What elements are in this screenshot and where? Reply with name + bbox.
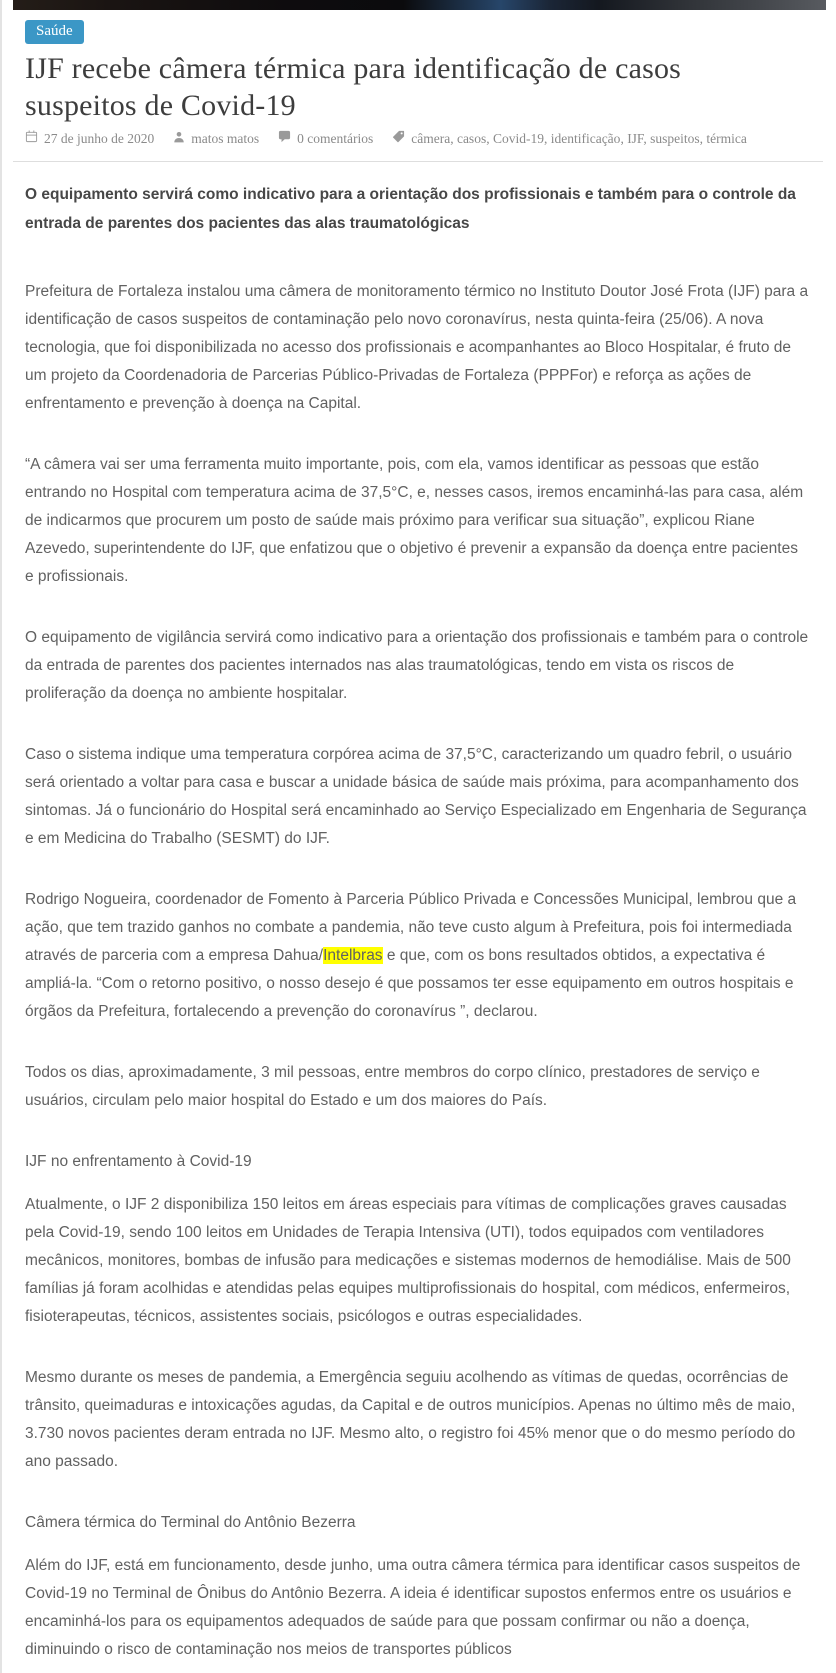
comment-icon [278,130,291,147]
article-intro: O equipamento servirá como indicativo para a orientação dos profissionais e também para o controle da entrada de parentes dos pacientes das alas traumatológicas [25,186,796,232]
article-paragraph [25,624,809,708]
post-author-label[interactable]: matos matos [191,130,260,146]
article-paragraph [25,886,809,1026]
article-subheading [25,1148,809,1176]
article-container [0,10,836,1664]
paragraph-text: Todos os dias, aproximadamente, 3 mil pessoas, entre membros do corpo clínico, prestadores de serviço e usuários, circulam pelo maior hospital do Estado e um dos maiores do País. [25,1064,760,1109]
article-paragraph [25,1059,809,1115]
article-paragraph [25,741,809,853]
article-paragraph [25,1552,809,1664]
tag-icon [392,130,405,147]
paragraph-text: e que, com os bons resultados obtidos, a expectativa é ampliá-la. “Com o retorno positivo, o nosso desejo é que possamos ter esse equipamento em outros hospitais e órgãos da Prefeitura, fortalecendo a prevenção do coronavírus ”, declarou. [25,947,794,1020]
post-meta [25,130,810,147]
post-author [173,131,259,147]
article-paragraph [25,278,809,418]
tag-link[interactable]: casos [456,130,487,146]
paragraph-text: Além do IJF, está em funcionamento, desde junho, uma outra câmera térmica para identificar casos suspeitos de Covid-19 no Terminal de Ônibus do Antônio Bezerra. A ideia é identificar supostos enfermos entre os usuários e encaminhá-los para os equipamentos adequados de saúde para que possam confirmar ou não a doença, diminuindo o risco de contaminação nos meios de transportes públicos [25,1557,801,1658]
tag-link[interactable]: identificação [550,130,621,146]
article-subheading [25,1509,809,1537]
paragraph-text: Mesmo durante os meses de pandemia, a Emergência seguiu acolhendo as vítimas de quedas, ocorrências de trânsito, queimaduras e intoxicações agudas, da Capital e de outros municípios. Apenas no último mês de maio, 3.730 novos pacientes deram entrada no IJF. Mesmo alto, o registro foi 45% menor que o do mesmo período do ano passado. [25,1369,796,1470]
paragraph-text: O equipamento de vigilância servirá como indicativo para a orientação dos profissionais e também para o controle da entrada de parentes dos pacientes internados nas alas traumatológicas, tendo em vista os riscos de proliferação da doença no ambiente hospitalar. [25,629,809,702]
tag-link[interactable]: IJF [627,130,644,146]
post-tags-list: câmera, casos, Covid-19, identificação, IJF, suspeitos, térmica [411,130,747,146]
tag-link[interactable]: suspeitos [650,130,700,146]
tag-link[interactable]: Covid-19 [492,130,544,146]
header-divider [13,161,823,162]
paragraph-text: Caso o sistema indique uma temperatura corpórea acima de 37,5°C, caracterizando um quadro febril, o usuário será orientado a voltar para casa e buscar a unidade básica de saúde mais próxima, para acompanhamento dos sintomas. Já o funcionário do Hospital será encaminhado ao Serviço Especializado em Engenharia de Segurança e em Medicina do Trabalho (SESMT) do IJF. [25,746,807,847]
paragraph-text: Prefeitura de Fortaleza instalou uma câmera de monitoramento térmico no Instituto Doutor José Frota (IJF) para a identificação de casos suspeitos de contaminação pelo novo coronavírus, nesta quinta-feira (25/06). A nova tecnologia, que foi disponibilizada no acesso dos profissionais e acompanhantes ao Bloco Hospitalar, é fruto de um projeto da Coordenadoria de Parcerias Público-Privadas de Fortaleza (PPPFor) e reforça as ações de enfrentamento e prevenção à doença na Capital. [25,283,809,412]
tag-link[interactable]: câmera [411,130,451,146]
paragraph-text: IJF no enfrentamento à Covid-19 [25,1153,252,1170]
paragraph-text: Atualmente, o IJF 2 disponibiliza 150 leitos em áreas especiais para vítimas de complicações graves causadas pela Covid-19, sendo 100 leitos em Unidades de Terapia Intensiva (UTI), todos equipados com ventiladores mecânicos, monitores, bombas de infusão para medicações e sistemas modernos de hemodiálise. Mais de 500 famílias já foram acolhidas e atendidas pelas equipes multiprofissionais do hospital, com médicos, enfermeiros, fisioterapeutas, técnicos, assistentes sociais, psicólogos e outras especialidades. [25,1196,791,1325]
article-paragraph [25,1364,809,1476]
post-date-label[interactable]: 27 de junho de 2020 [44,130,155,146]
paragraph-text: Câmera térmica do Terminal do Antônio Bezerra [25,1514,356,1531]
featured-image [13,0,826,10]
article-body [25,278,810,1664]
paragraph-text: “A câmera vai ser uma ferramenta muito importante, pois, com ela, vamos identificar as pessoas que estão entrando no Hospital com temperatura acima de 37,5°C, e, nesses casos, iremos encaminhá-las para casa, além de indicarmos que procurem um posto de saúde mais próximo para verificar sua situação”, explicou Riane Azevedo, superintendente do IJF, que enfatizou que o objetivo é prevenir a expansão da doença entre pacientes e profissionais. [25,456,804,585]
article-paragraph [25,1191,809,1331]
paragraph-text: Rodrigo Nogueira, coordenador de Fomento à Parceria Público Privada e Concessões Municipal, lembrou que a ação, que tem trazido ganhos no combate a pandemia, não teve custo algum à Prefeitura, pois foi intermediada através de parceria com a empresa Dahua/ [25,891,797,964]
search-highlight: Intelbras [323,947,383,964]
category-badge[interactable]: Saúde [25,20,84,44]
page-title: IJF recebe câmera térmica para identificação de casos suspeitos de Covid-19 [25,52,682,122]
post-comments [278,130,373,147]
post-comments-label[interactable]: 0 comentários [297,130,374,146]
post-tags [392,130,747,147]
article-paragraph [25,451,809,591]
author-icon [173,131,185,147]
post-date [25,130,154,147]
tag-link[interactable]: térmica [706,130,747,146]
calendar-icon [25,130,38,147]
